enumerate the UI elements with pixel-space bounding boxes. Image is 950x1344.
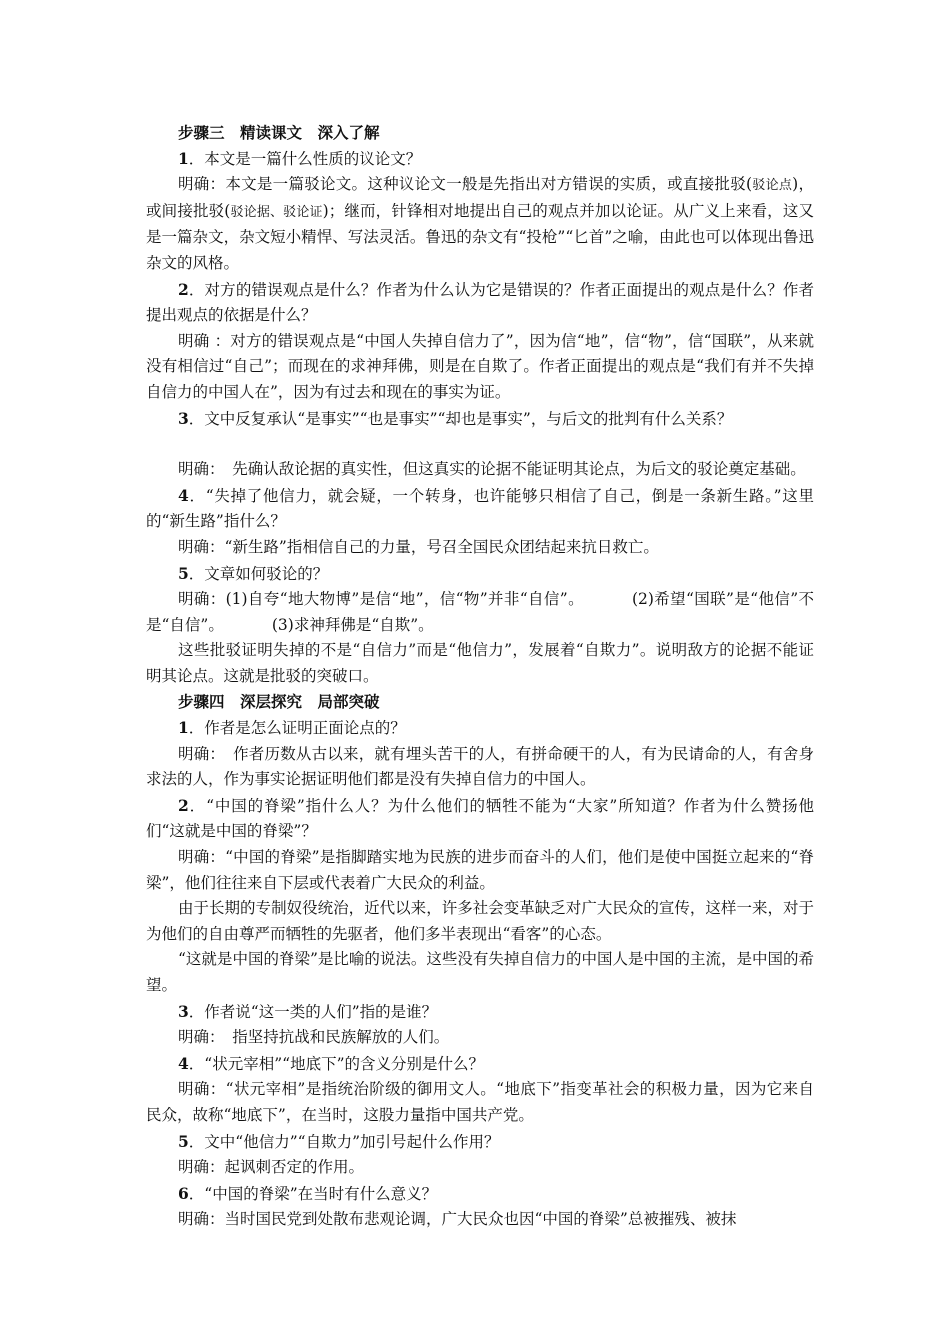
question-text: ．“中国的脊梁”指什么人？为什么他们的牺牲不能为“大家”所知道？作者为什么赞扬他们“这就是中国的脊梁”？ xyxy=(146,796,814,841)
answer-1: 明确： 作者历数从古以来，就有埋头苦干的人，有拼命硬干的人，有为民请命的人，有舍身求法的人，作为事实论据证明他们都是没有失掉自信力的中国人。 xyxy=(146,744,814,789)
answer-2: 明确 ：对方的错误观点是“中国人失掉自信力了”，因为信“地”，信“物”，信“国联”，从来就没有相信过“自己”；而现在的求神拜佛，则是在自欺了。作者正面提出的观点是“我们有并不失掉自信力的中国人在”，因为有过去和现在的事实为证。 xyxy=(146,331,814,401)
answer-6: 明确：当时国民党到处散布悲观论调，广大民众也因“中国的脊梁”总被摧残、被抹 xyxy=(178,1210,737,1229)
answer-text: )，或间接批驳( xyxy=(146,175,814,220)
answer-2-continued: 由于长期的专制奴役统治，近代以来，许多社会变革缺乏对广大民众的宣传，这样一来，对于为他们的自由尊严而牺牲的先驱者，他们多半表现出“看客”的心态。 xyxy=(146,899,814,943)
answer-text: 明确：本文是一篇驳论文。这种议论文一般是先指出对方错误的实质，或直接批驳( xyxy=(178,175,753,194)
answer-3: 明确： 先确认敌论据的真实性，但这真实的论据不能证明其论点，为后文的驳论奠定基础。 xyxy=(178,460,806,479)
question-number: 2 xyxy=(178,279,189,299)
question-1 xyxy=(146,146,814,173)
question-text: ．本文是一篇什么性质的议论文？ xyxy=(188,149,422,168)
question-text: ．作者是怎么证明正面论点的？ xyxy=(188,719,406,738)
answer-4: 明确：“状元宰相”是指统治阶级的御用文人。“地底下”指变革社会的积极力量，因为它来自民众，故称“地底下”，在当时，这股力量指中国共产党。 xyxy=(146,1080,814,1124)
step3-heading: 步骤三 精读课文 深入了解 xyxy=(178,123,380,142)
question-4 xyxy=(146,483,814,535)
question-2 xyxy=(146,793,814,845)
answer-text: )；继而，针锋相对地提出自己的观点并加以论证。从广义上来看，这又是一篇杂文，杂文短小精悍、写法灵活。鲁迅的杂文有“投枪”“匕首”之喻，由此也可以体现出鲁迅杂文的风格。 xyxy=(146,201,814,272)
question-number: 1 xyxy=(178,718,189,738)
answer-note: 驳论点 xyxy=(752,178,793,194)
question-text: ．文章如何驳论的？ xyxy=(188,564,329,583)
document-page xyxy=(146,120,814,1233)
question-number: 6 xyxy=(178,1183,189,1203)
question-3 xyxy=(146,999,814,1026)
question-text: ．“状元宰相”“地底下”的含义分别是什么？ xyxy=(188,1054,484,1073)
answer-4: 明确：“新生路”指相信自己的力量，号召全国民众团结起来抗日救亡。 xyxy=(178,537,659,556)
question-1 xyxy=(146,715,814,742)
question-number: 2 xyxy=(178,795,189,815)
answer-2-continued: “这就是中国的脊梁”是比喻的说法。这些没有失掉自信力的中国人是中国的主流，是中国的希望。 xyxy=(146,950,814,994)
answer-5-summary: 这些批驳证明失掉的不是“自信力”而是“他信力”，发展着“自欺力”。说明敌方的论据不能证明其论点。这就是批驳的突破口。 xyxy=(146,641,814,685)
answer-1 xyxy=(146,172,814,276)
question-text: ．“中国的脊梁”在当时有什么意义？ xyxy=(188,1184,438,1203)
answer-5: 明确：起讽刺否定的作用。 xyxy=(178,1158,365,1177)
answer-3: 明确： 指坚持抗战和民族解放的人们。 xyxy=(178,1028,450,1047)
question-number: 4 xyxy=(178,485,189,505)
question-number: 4 xyxy=(178,1053,189,1073)
answer-5 xyxy=(146,587,814,638)
question-text: ．作者说“这一类的人们”指的是谁？ xyxy=(188,1002,438,1021)
question-4 xyxy=(146,1051,814,1078)
question-2 xyxy=(146,277,814,329)
answer-text: (3)求神拜佛是“自欺”。 xyxy=(271,615,434,634)
answer-text: (2)希望“国联”是“他信”不是“自信”。 xyxy=(146,590,814,634)
question-text: ．文中反复承认“是事实”“也是事实”“却也是事实”，与后文的批判有什么关系？ xyxy=(188,409,733,428)
answer-2: 明确：“中国的脊梁”是指脚踏实地为民族的进步而奋斗的人们，他们是使中国挺立起来的“脊梁”，他们往往来自下层或代表着广大民众的利益。 xyxy=(146,848,814,892)
question-6 xyxy=(146,1181,814,1208)
question-5 xyxy=(146,1129,814,1156)
question-text: ．对方的错误观点是什么？作者为什么认为它是错误的？作者正面提出的观点是什么？作者提出观点的依据是什么？ xyxy=(146,280,814,325)
question-3 xyxy=(146,406,814,433)
question-text: ．“失掉了他信力，就会疑，一个转身，也许能够只相信了自己，倒是一条新生路。”这里的“新生路”指什么？ xyxy=(146,486,814,531)
question-number: 1 xyxy=(178,148,189,168)
question-number: 5 xyxy=(178,1131,189,1151)
question-5 xyxy=(146,561,814,588)
step4-heading: 步骤四 深层探究 局部突破 xyxy=(178,692,380,712)
question-number: 5 xyxy=(178,563,189,583)
answer-note: 驳论据、驳论证 xyxy=(230,204,323,220)
question-number: 3 xyxy=(178,1001,189,1021)
question-number: 3 xyxy=(178,408,189,428)
blank-line xyxy=(146,432,814,457)
question-text: ．文中“他信力”“自欺力”加引号起什么作用？ xyxy=(188,1132,500,1151)
answer-text: 明确：(1)自夸“地大物博”是信“地”，信“物”并非“自信”。 xyxy=(178,590,584,609)
